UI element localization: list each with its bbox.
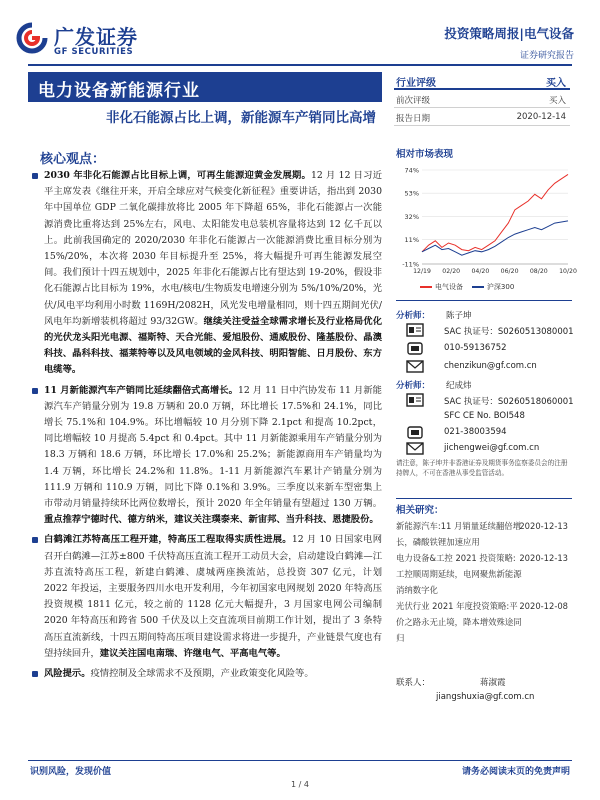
gf-logo-icon bbox=[16, 22, 48, 54]
paragraph-nev bbox=[30, 383, 382, 529]
analyst-2-sfc: SFC CE No. BOI548 bbox=[444, 411, 525, 421]
bullet-icon bbox=[32, 671, 38, 677]
rating-box bbox=[394, 72, 570, 126]
bullet-icon bbox=[32, 173, 38, 179]
prev-rating-value: 买入 bbox=[548, 96, 566, 106]
report-category: 证券研究报告 bbox=[519, 51, 574, 61]
paragraph-lead: 2030 年非化石能源占比目标上调，可再生能源迎黄金发展期。 bbox=[44, 170, 312, 181]
y-tick-label: 74% bbox=[404, 166, 419, 175]
analyst-2-email[interactable]: jichengwei@gf.com.cn bbox=[444, 443, 540, 453]
analyst-2-sac: SAC 执证号：S0260518060001 bbox=[444, 397, 574, 407]
paragraph-tail: 重点推荐宁德时代、德方纳米，建议关注璞泰来、新宙邦、当升科技、恩捷股份。 bbox=[44, 514, 379, 526]
header-divider bbox=[28, 64, 572, 66]
contact-name: 蒋淑霞 bbox=[480, 678, 506, 688]
paragraph-tail: 建议关注国电南瑞、许继电气、平高电气等。 bbox=[99, 647, 286, 659]
related-item[interactable] bbox=[396, 550, 572, 598]
y-tick-label: 11% bbox=[404, 236, 419, 245]
prev-rating-label: 前次评级 bbox=[396, 96, 431, 106]
x-tick-label: 06/20 bbox=[500, 268, 519, 275]
x-tick-label: 10/20 bbox=[559, 268, 577, 275]
analyst-2-name: 纪成炜 bbox=[446, 381, 472, 391]
paragraph-text: 12 月 12 日习近平主席发表《继往开来，开启全球应对气候变化新征程》重要讲话，指出到 2030 年中国单位 GDP 二氧化碳排放将比 2005 年下降超 65%，非化石能源占一次能源消费比重将达到 25%左右，风电、太阳能发电总装机容量将达到 12 亿千瓦以上。此前我国确定的 2020/2030 年非化石能源占一次能源消费比重目标分别为 15%/20%，本次将 2030 年目标提升至 25%，将大幅提升可再生能源发展空间。我们预计十四五规划中，2025 年非化石能源占比有望达到 19-20%，假设非化石能源占比目标为 19%，水电/核电/生物质发电增速分别为 5%/10%/20%，光伏/风电平均利用小时数 1169H/2082H，风光发电增量相同，则十四五期间光伏/风电年均新增装机将超过 93/32GW。 bbox=[44, 170, 382, 327]
market-title: 相对市场表现 bbox=[396, 149, 454, 160]
page-subtitle: 非化石能源占比上调，新能源车产销同比高增 bbox=[106, 110, 376, 126]
related-item-date: 2020-12-13 bbox=[519, 521, 568, 531]
prev-rating-row bbox=[394, 90, 570, 108]
email-icon bbox=[406, 358, 424, 374]
chart-legend bbox=[420, 282, 514, 292]
x-tick-label: 04/20 bbox=[471, 268, 490, 275]
related-item-date: 2020-12-13 bbox=[519, 553, 568, 563]
legend-swatch-sector bbox=[420, 286, 432, 288]
footer-disclaimer: 请务必阅读末页的免责声明 bbox=[461, 767, 570, 777]
report-date-row bbox=[394, 108, 570, 126]
contact-email[interactable]: jiangshuxia@gf.com.cn bbox=[436, 692, 535, 702]
gf-logo bbox=[16, 20, 166, 60]
related-item-title: 光伏行业 2021 年度投资策略:平价之路永无止境，降本增效殊途同归 bbox=[396, 601, 522, 643]
report-date-label: 报告日期 bbox=[396, 114, 431, 124]
related-item-date: 2020-12-08 bbox=[519, 601, 568, 611]
disclaimer-note: 请注意，陈子坤并非香港证券及期货事务监察委员会的注册持牌人，不可在香港从事受监管活动。 bbox=[396, 459, 568, 477]
y-tick-label: -11% bbox=[402, 260, 419, 269]
phone-icon bbox=[406, 424, 424, 440]
y-tick-label: 32% bbox=[404, 212, 419, 221]
related-item[interactable] bbox=[396, 598, 572, 646]
paragraph-lead: 白鹤滩江苏特高压工程开建，特高压工程取得实质性进展。 bbox=[44, 534, 292, 546]
series-line-index bbox=[422, 221, 568, 255]
legend-index: 沪深300 bbox=[486, 283, 515, 291]
phone-icon bbox=[406, 340, 424, 356]
analyst-divider bbox=[396, 300, 572, 301]
analyst-1-name: 陈子坤 bbox=[446, 311, 472, 321]
legend-sector: 电气设备 bbox=[435, 283, 463, 291]
analyst-label: 分析师： bbox=[396, 311, 431, 321]
page-title: 电力设备新能源行业 bbox=[38, 81, 200, 101]
x-tick-label: 12/19 bbox=[413, 268, 431, 275]
footer-divider bbox=[28, 760, 572, 761]
related-item-title: 电力设备&工控 2021 投资策略:工控顺周期延续，电网聚焦新能源消纳数字化 bbox=[396, 553, 522, 595]
related-item-title: 新能源汽车:11 月销量延续翻倍增长，磷酸铁锂加速应用 bbox=[396, 521, 522, 547]
id-card-icon bbox=[406, 392, 424, 408]
relative-performance-chart bbox=[396, 164, 577, 282]
paragraph-risk bbox=[30, 666, 382, 682]
email-icon bbox=[406, 440, 424, 456]
paragraph-uhv bbox=[30, 532, 382, 662]
title-band bbox=[28, 72, 382, 102]
series-line-sector bbox=[422, 174, 568, 251]
paragraph-text: 疫情控制及全球需求不及预期，产业政策变化风险等。 bbox=[90, 668, 314, 680]
logo-cn: 广发证券 bbox=[54, 25, 138, 49]
analyst-1-email[interactable]: chenzikun@gf.com.cn bbox=[444, 361, 537, 371]
paragraph-lead: 11 月新能源汽车产销同比延续翻倍式高增长。 bbox=[44, 384, 238, 396]
paragraph-lead: 风险提示。 bbox=[44, 668, 91, 680]
id-card-icon bbox=[406, 322, 424, 338]
rating-value: 买入 bbox=[546, 78, 566, 89]
core-views-heading: 核心观点： bbox=[40, 152, 106, 167]
report-date-value: 2020-12-14 bbox=[516, 112, 566, 122]
related-item[interactable] bbox=[396, 518, 572, 550]
report-body bbox=[30, 168, 382, 682]
contact-label: 联系人： bbox=[396, 678, 431, 688]
paragraph-tail: 继续关注受益全球需求增长及行业格局优化的光伏龙头阳光电源、福斯特、天合光能、爱旭股份、通威股份、隆基股份、晶澳科技、晶科科技、福莱特等以及风电领域的金风科技、明阳智能、日月股份、东方电缆等。 bbox=[44, 315, 382, 376]
legend-swatch-index bbox=[472, 286, 484, 288]
header-right bbox=[444, 24, 574, 61]
logo-en: GF SECURITIES bbox=[54, 47, 134, 57]
related-heading: 相关研究： bbox=[396, 505, 444, 516]
x-tick-label: 08/20 bbox=[529, 268, 548, 275]
paragraph-text: 12 月 10 日国家电网召开白鹤滩—江苏±800 千伏特高压直流工程开工动员大会，启动建设白鹤滩—江苏直流特高压工程，新建白鹤滩、虞城两座换流站，总投资 307 亿元，计划 2022 年投运，主要服务四川水电开发利用，今年初国家电网规划 2020 年特高压投资规模 1811 亿元，较之前的 1128 亿元大幅提升，3 月国家电网公司编制 2020 年特高压和跨省 500 千伏及以上交直流项目前期工作计划，提出了 3 条特高压直流新线，十四五期间特高压项目建设需求将进一步提升，产业链景气度也有望持续回升， bbox=[44, 534, 382, 659]
bullet-icon bbox=[32, 537, 38, 543]
related-divider bbox=[396, 498, 572, 499]
rating-header bbox=[394, 72, 570, 90]
y-tick-label: 53% bbox=[404, 189, 419, 198]
analyst-1-sac: SAC 执证号：S0260513080001 bbox=[444, 327, 574, 337]
footer-slogan: 识别风险，发现价值 bbox=[30, 767, 112, 777]
rating-label: 行业评级 bbox=[396, 78, 436, 89]
page-number: 1 / 4 bbox=[291, 780, 309, 789]
analyst-1-phone: 010-59136752 bbox=[444, 343, 507, 353]
bullet-icon bbox=[32, 388, 38, 394]
analyst-label-2: 分析师： bbox=[396, 381, 431, 391]
analyst-2-phone: 021-38003594 bbox=[444, 427, 507, 437]
paragraph-text: 12 月 11 日中汽协发布 11 月新能源汽车产销量分别为 19.8 万辆和 20.0 万辆，环比增长 17.5%和 24.1%，同比增长 75.1%和 104.9%。环比增幅较 10 月分别下降 2.1pct 和提高 10.2pct，同比增幅较 10 月提高 5.4pct 和 0.4pct。其中 11 月新能源乘用车产销量分别为 18.3 万辆和 18.6 万辆，环比增长 17.0%和 25.2%；新能源商用车产销量均为 1.4 万辆，环比增长 24.2%和 11.8%。1-11 月新能源汽车累计产销量分别为 111.9 万辆和 110.9 万辆，同比下降 0.1%和 3.9%。三季度以来新车型密集上市带动月销量持续环比两位数增长，预计 2020 年全年销量有望超过 130 万辆。 bbox=[44, 384, 382, 510]
report-type: 投资策略周报|电气设备 bbox=[444, 26, 574, 41]
paragraph-renewables bbox=[30, 168, 382, 379]
x-tick-label: 02/20 bbox=[442, 268, 461, 275]
